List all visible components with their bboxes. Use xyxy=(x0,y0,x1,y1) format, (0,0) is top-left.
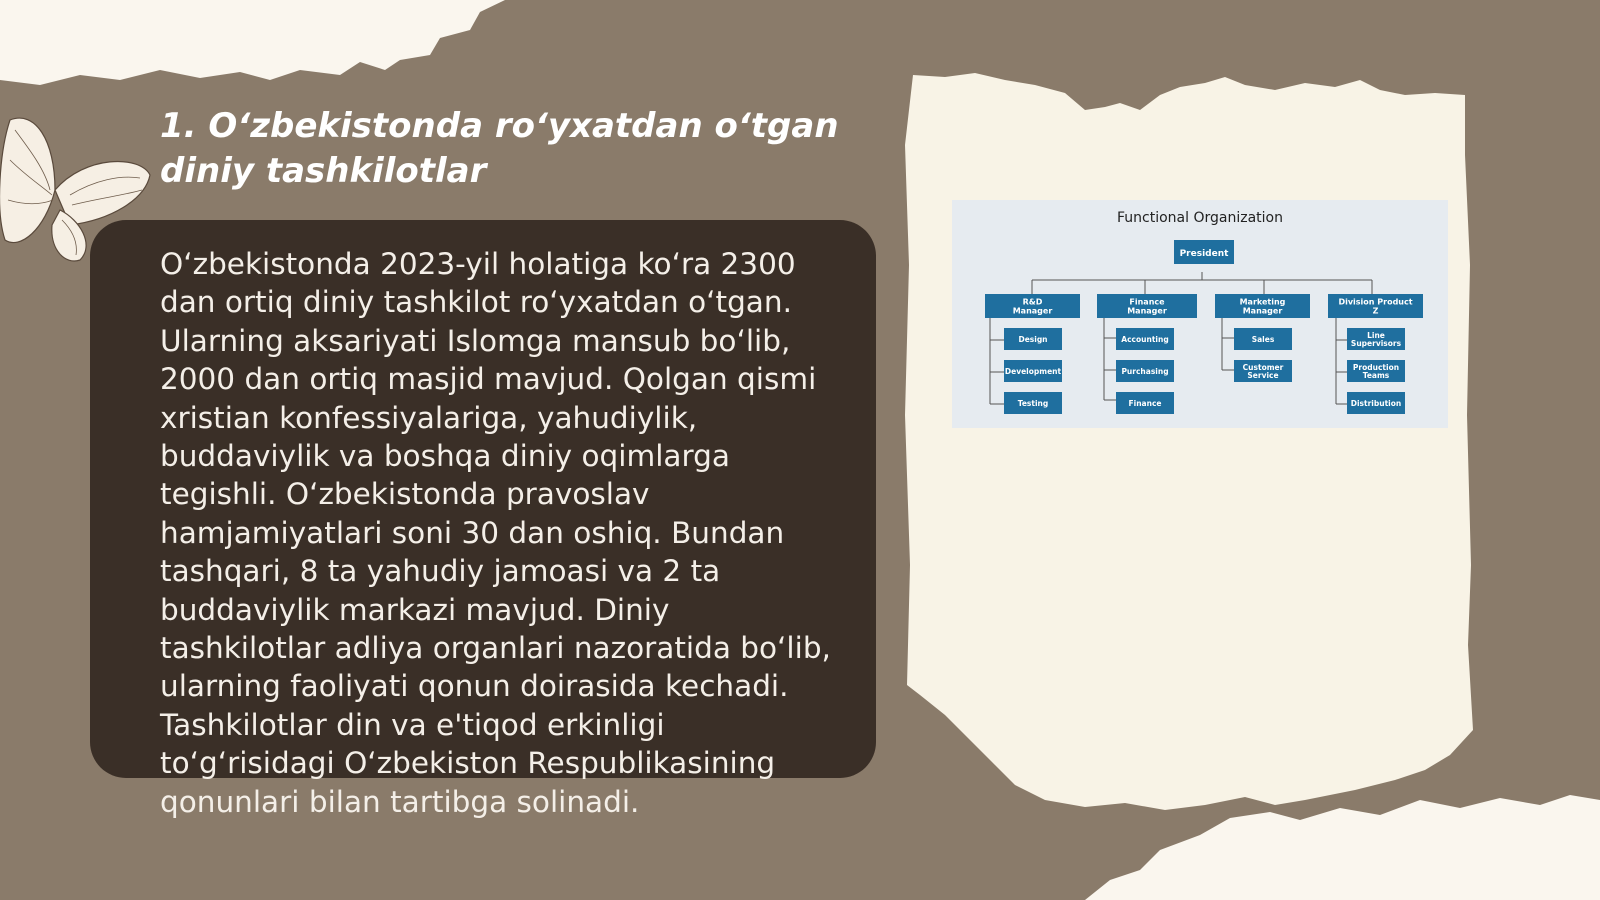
org-box-label: Customer Service xyxy=(1242,362,1284,381)
org-box-label: Distribution xyxy=(1350,399,1402,408)
torn-paper-top-left xyxy=(0,0,505,85)
body-text-line: O‘zbekistonda 2023-yil holatiga ko‘ra 2300 xyxy=(160,247,796,281)
slide-title-line: diniy tashkilotlar xyxy=(160,151,487,191)
org-box-label: Line Supervisors xyxy=(1350,330,1402,349)
org-box-label: Division Product Z xyxy=(1338,297,1413,316)
body-text-line: tashkilotlar adliya organlari nazoratida bo‘lib, xyxy=(160,631,831,666)
body-text-line: xristian konfessiyalariga, yahudiylik, xyxy=(160,400,698,435)
org-chart-title: Functional Organization xyxy=(1117,210,1283,226)
body-text-line: tashqari, 8 ta yahudiy jamoasi va 2 ta xyxy=(160,554,721,589)
body-text-line: 2000 dan ortiq masjid mavjud. Qolgan qismi xyxy=(160,362,817,397)
org-box-label: Marketing Manager xyxy=(1239,297,1286,316)
org-box-label: President xyxy=(1179,249,1229,259)
org-box-label: Finance xyxy=(1128,399,1162,408)
body-text-line: ularning faoliyati qonun doirasida kechadi. xyxy=(160,669,789,704)
slide-title-line: 1. O‘zbekistonda ro‘yxatdan o‘tgan xyxy=(160,106,839,146)
body-text-line: Tashkilotlar din va e'tiqod erkinligi xyxy=(160,707,665,742)
org-chart-image xyxy=(952,200,1448,428)
org-box-label: R&D Manager xyxy=(1012,297,1053,316)
body-text-line: buddaviylik markazi mavjud. Diniy xyxy=(160,592,670,627)
org-box-label: Development xyxy=(1004,367,1062,376)
body-text-line: to‘g‘risidagi O‘zbekiston Respublikasining xyxy=(160,746,776,781)
org-box-label: Testing xyxy=(1017,399,1049,408)
body-text-line: buddaviylik va boshqa diniy oqimlarga xyxy=(160,439,730,474)
body-text-line: hamjamiyatlari soni 30 dan oshiq. Bundan xyxy=(160,515,785,550)
body-text-line: dan ortiq diniy tashkilot ro‘yxatdan o‘tgan. xyxy=(160,285,792,320)
org-box-label: Purchasing xyxy=(1121,367,1169,376)
org-box-label: Sales xyxy=(1251,335,1275,344)
org-box-label: Design xyxy=(1018,335,1048,344)
body-text-line: tegishli. O‘zbekistonda pravoslav xyxy=(160,477,650,512)
org-box-label: Finance Manager xyxy=(1127,297,1167,316)
slide-title xyxy=(160,104,880,194)
body-text-line: qonunlari bilan tartibga solinadi. xyxy=(160,784,640,819)
org-box-label: Production Teams xyxy=(1352,362,1400,381)
org-box-label: Accounting xyxy=(1121,335,1169,344)
torn-paper-card xyxy=(905,65,1490,840)
body-text-line: Ularning aksariyati Islomga mansub bo‘lib, xyxy=(160,323,791,358)
body-text xyxy=(160,245,850,821)
